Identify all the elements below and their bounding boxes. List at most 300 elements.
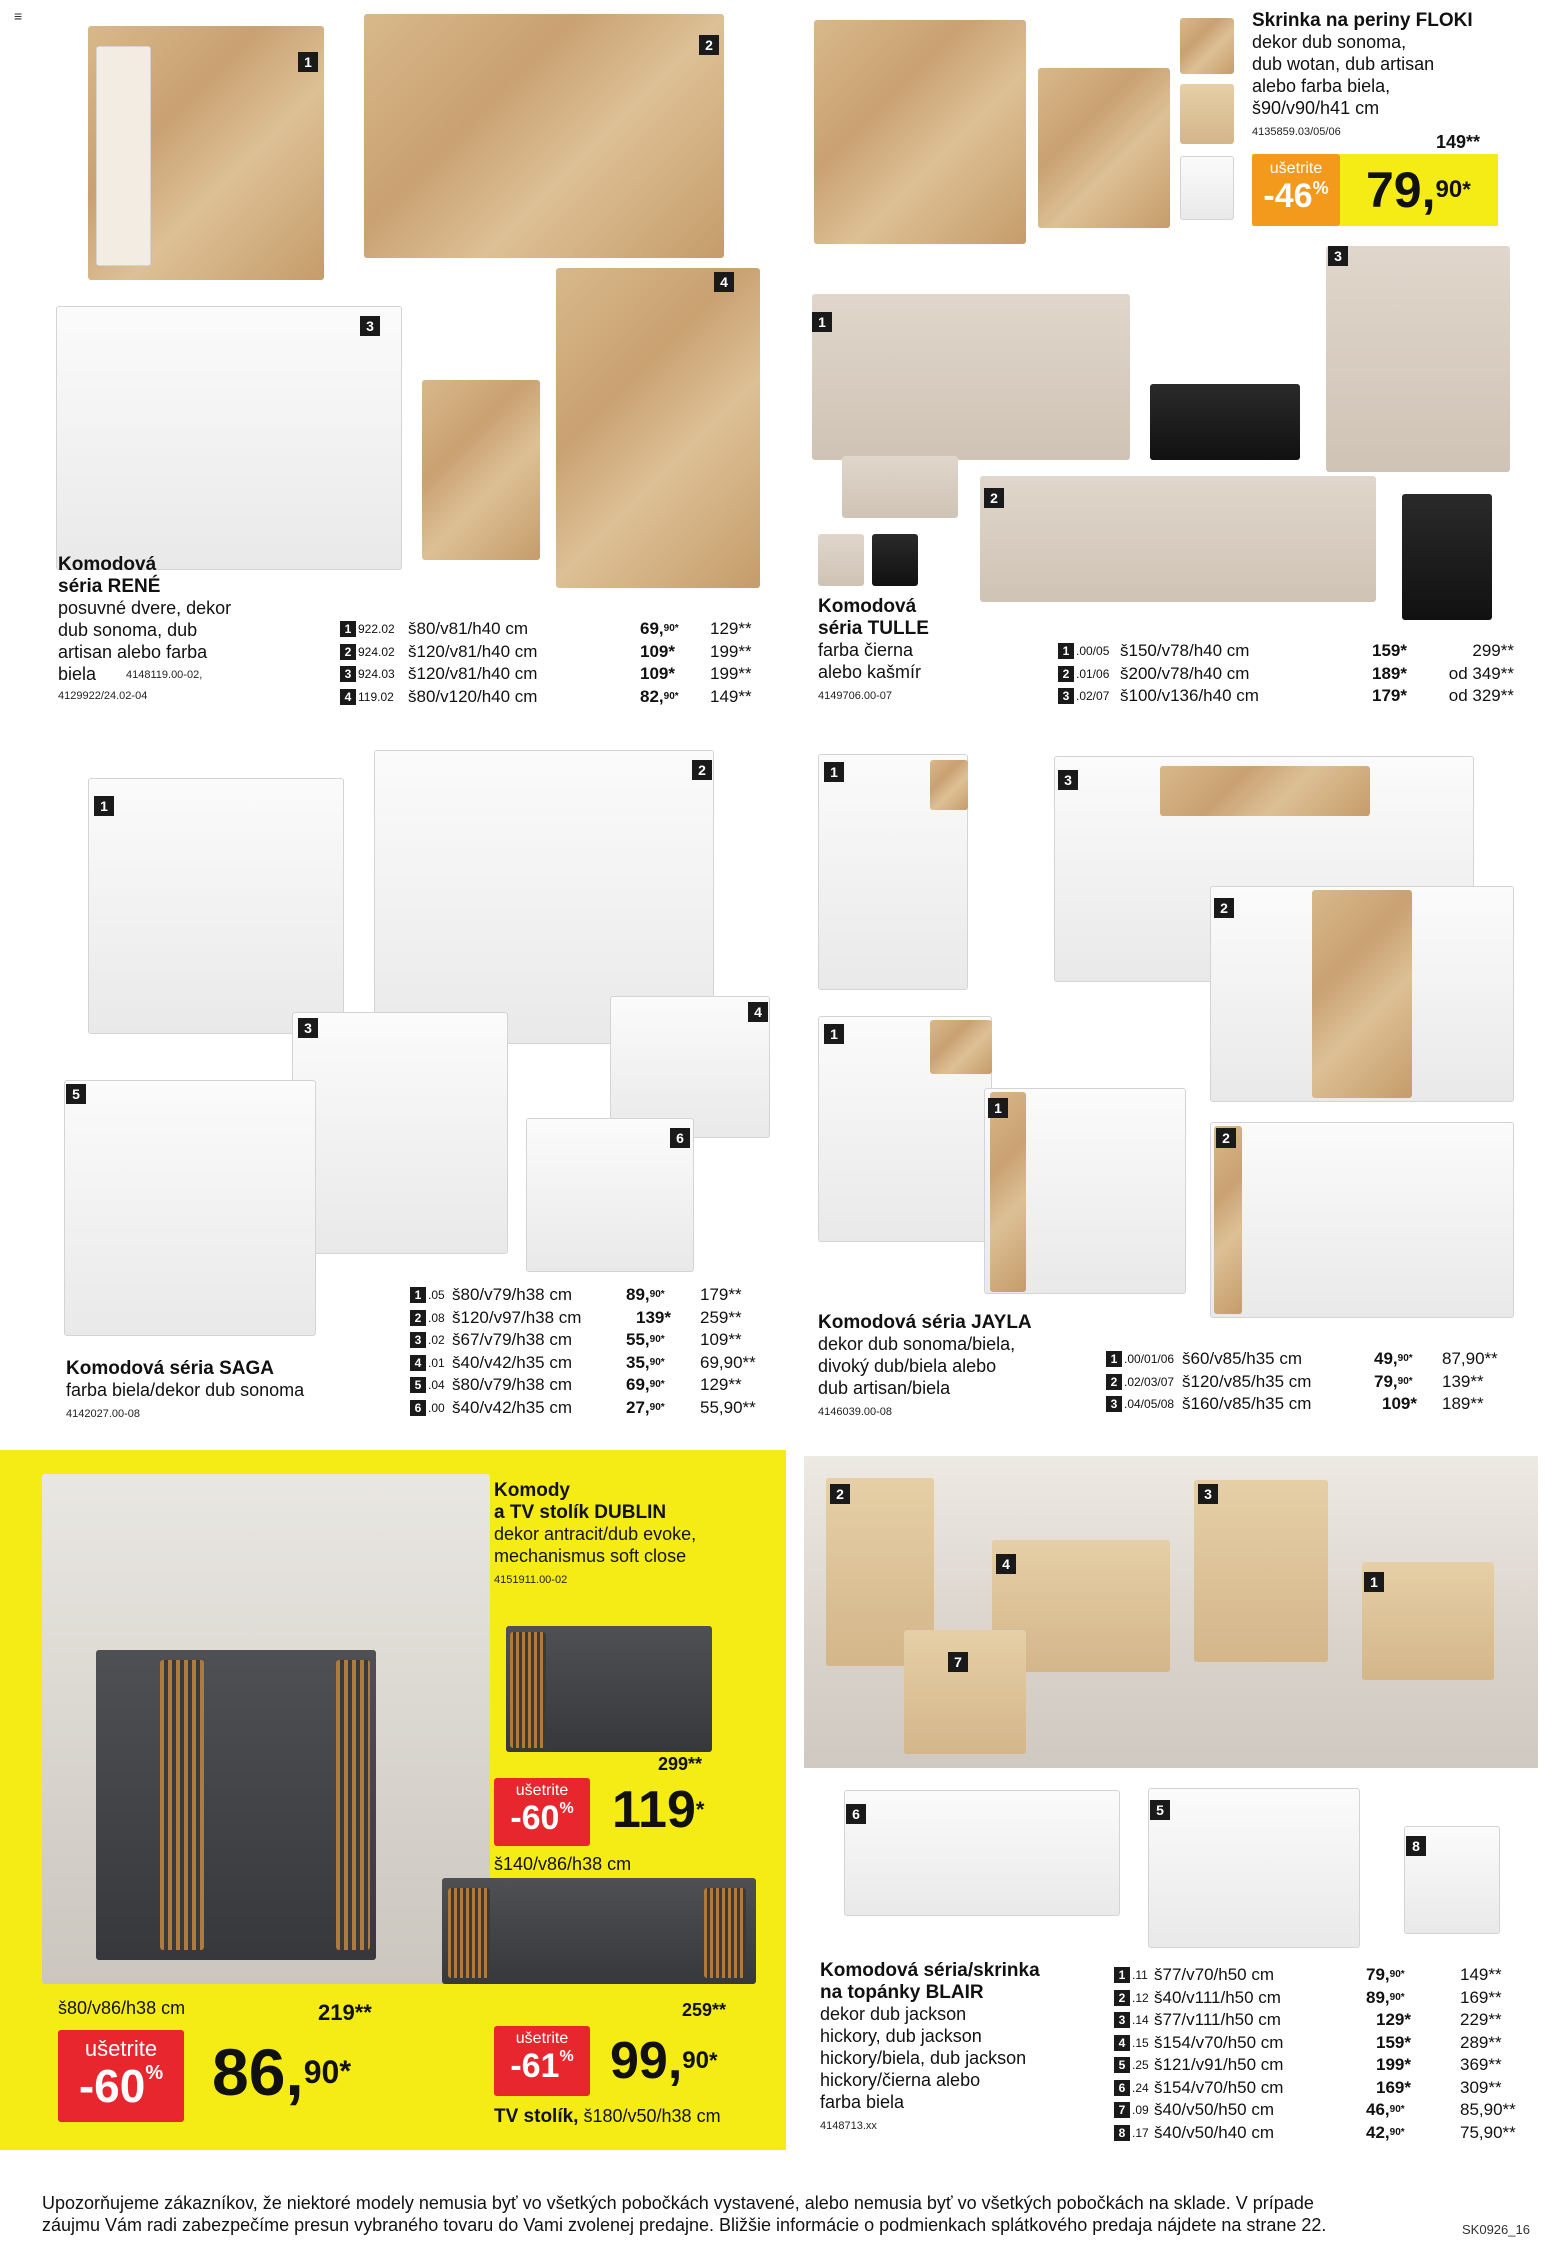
row-dims: š80/v79/h38 cm	[452, 1375, 573, 1394]
floki-swatch-white	[1180, 156, 1234, 220]
tulle-product-image-3	[1326, 246, 1510, 472]
saga-desc-1: farba biela/dekor dub sonoma	[66, 1380, 305, 1400]
row-price: 27,	[626, 1397, 650, 1417]
row-price-dec: 90	[1389, 2104, 1401, 2115]
blair-row-8: 8 .17 š40/v50/h40 cm 42,$^{90*}$ 75,90**	[1114, 2122, 1534, 2145]
tulle-row-3	[1058, 685, 1518, 708]
row-num: 7	[1114, 2102, 1130, 2118]
dublin-item3-dims: š180/v50/h38 cm	[583, 2106, 721, 2126]
saga-badge-6: 6	[670, 1128, 690, 1148]
rene-title-1: Komodová	[58, 554, 157, 575]
floki-price-dec: 90	[1435, 176, 1463, 203]
floki-code: 4135859.03/05/06	[1252, 126, 1341, 138]
floki-price-star: *	[1462, 177, 1471, 202]
rene-shelf-image	[422, 380, 540, 560]
row-num: 4	[340, 689, 356, 705]
row-code: .04	[428, 1378, 445, 1392]
dublin-item2-price	[212, 2032, 351, 2112]
row-price-dec: 90	[1389, 1991, 1401, 2003]
saga-product-image-1	[88, 778, 344, 1034]
blair-badge-2: 2	[830, 1484, 850, 1504]
dublin-item3-price-main: 99,	[610, 2032, 683, 2090]
row-old-price: 169**	[1460, 1987, 1502, 2007]
saga-row-3: 3 .02 š67/v79/h38 cm 55,$^{90*}$ 109**	[410, 1329, 770, 1352]
row-dims: š120/v85/h35 cm	[1182, 1371, 1312, 1391]
rene-shelf-inset	[96, 46, 151, 266]
row-price: 42,	[1366, 2122, 1390, 2142]
row-price-dec: 90	[1397, 1375, 1409, 1387]
jayla-badge-3: 3	[1058, 770, 1078, 790]
saga-title: Komodová séria SAGA	[66, 1358, 274, 1379]
row-num: 1	[1114, 1967, 1130, 1983]
floki-save-pct: %	[1312, 178, 1329, 198]
saga-product-image-4	[610, 996, 770, 1138]
rene-row-2	[340, 641, 760, 664]
row-num: 2	[1058, 666, 1074, 682]
blair-item-6-image	[844, 1790, 1120, 1916]
saga-badge-5: 5	[66, 1084, 86, 1104]
row-dims: š200/v78/h40 cm	[1120, 663, 1250, 683]
row-old-price: 229**	[1460, 2010, 1502, 2029]
rene-badge-1: 1	[298, 52, 318, 72]
dublin-slat-left	[160, 1660, 204, 1950]
tulle-title-1: Komodová	[818, 596, 917, 617]
floki-save-label: ušetrite	[1269, 160, 1323, 177]
blair-row-5	[1114, 2054, 1534, 2077]
row-price: 55,	[626, 1330, 650, 1349]
floki-price	[1366, 162, 1471, 218]
row-code: .05	[428, 1288, 445, 1302]
row-num: 5	[410, 1377, 426, 1393]
row-old-price: 289**	[1460, 2032, 1502, 2052]
row-code: 924.03	[358, 667, 395, 681]
row-code: 922.02	[358, 622, 395, 636]
row-code: .02/07	[1076, 689, 1110, 703]
row-num: 3	[1106, 1396, 1122, 1412]
row-dims: š121/v91/h50 cm	[1154, 2055, 1284, 2074]
row-dims: š67/v79/h38 cm	[452, 1330, 573, 1349]
blair-row-2: 2 .12 š40/v111/h50 cm 89,$^{90*}$ 169**	[1114, 1987, 1534, 2010]
row-old-price: 55,90**	[700, 1397, 756, 1417]
row-code: 119.02	[358, 689, 394, 704]
row-dims: š154/v70/h50 cm	[1154, 2032, 1284, 2052]
footer-note-line-2: záujmu Vám radi zabezpečíme presun vybraného tovaru do Vami zvolenej predajne. Bližšie informácie o podmienkach splátkového predaja nájdete na strane 22.	[42, 2215, 1327, 2235]
jayla-top-strip	[1160, 766, 1370, 816]
row-code: .15	[1132, 2035, 1149, 2050]
rene-code-2: 4129922/24.02-04	[58, 690, 148, 702]
row-dims: š60/v85/h35 cm	[1182, 1349, 1303, 1368]
row-code: .01	[428, 1355, 445, 1370]
dublin-item1-save-value: -60	[510, 1799, 560, 1837]
blair-item-5-image	[1148, 1788, 1360, 1948]
row-num: 2	[410, 1310, 426, 1326]
row-price-dec: 90	[1389, 1969, 1401, 1980]
dublin-title-1: Komody	[494, 1480, 570, 1501]
row-old-price: 129**	[710, 619, 752, 638]
row-old-price: 75,90**	[1460, 2122, 1516, 2142]
blair-badge-6: 6	[846, 1804, 866, 1824]
row-dims: š77/v70/h50 cm	[1154, 1965, 1275, 1984]
row-old-price: 259**	[700, 1307, 742, 1327]
floki-title: Skrinka na periny FLOKI	[1252, 10, 1473, 31]
row-old-price: 109**	[700, 1330, 742, 1349]
dublin-item2-price-star: *	[339, 2055, 352, 2088]
row-price: 109*	[640, 641, 675, 661]
row-price: 79,	[1366, 1965, 1390, 1984]
blair-badge-3: 3	[1198, 1484, 1218, 1504]
dublin-item1-save-label: ušetrite	[515, 1782, 569, 1799]
rene-title-2: séria RENÉ	[58, 576, 161, 597]
tulle-desc-2: alebo kašmír	[818, 662, 922, 682]
dublin-item1-old-price: 299**	[658, 1754, 703, 1774]
dublin-item3-save-pct: %	[559, 2048, 574, 2065]
row-old-price: od 329**	[1448, 686, 1514, 705]
floki-save-value: -46	[1263, 177, 1313, 215]
jayla-row-2: 2 .02/03/07 š120/v85/h35 cm 79,$^{90*}$ 139**	[1106, 1371, 1526, 1394]
row-price-dec: 90	[649, 1356, 661, 1368]
dublin-item2-save-value: -60	[78, 2060, 146, 2112]
dublin-item1-dims: š140/v86/h38 cm	[494, 1854, 632, 1874]
row-num: 1	[1058, 643, 1074, 659]
blair-badge-1: 1	[1364, 1572, 1384, 1592]
footer-note-line-1: Upozorňujeme zákazníkov, že niektoré modely nemusia byť vo všetkých pobočkách vystavené, alebo nemusia byť vo všetkých pobočkách na sklade. V prípade	[42, 2193, 1314, 2213]
rene-row-3	[340, 663, 760, 686]
dublin-item1-price-main: 119	[612, 1781, 696, 1839]
blair-badge-4: 4	[996, 1554, 1016, 1574]
dublin-item3-price-dec: 90	[682, 2047, 709, 2074]
jayla-badge-2b: 2	[1216, 1128, 1236, 1148]
blair-desc-5: farba biela	[820, 2092, 905, 2112]
row-price: 189*	[1372, 663, 1407, 683]
row-old-price: 179**	[700, 1285, 742, 1304]
saga-product-image-6	[526, 1118, 694, 1272]
row-dims: š80/v79/h38 cm	[452, 1285, 573, 1304]
row-dims: š40/v50/h50 cm	[1154, 2100, 1275, 2119]
dublin-sideboard-main	[96, 1650, 376, 1960]
floki-save-badge	[1252, 154, 1340, 226]
tulle-swatch-kasmir	[818, 534, 864, 586]
row-num: 3	[1058, 688, 1074, 704]
dublin-item1-price-star: *	[695, 1797, 705, 1822]
jayla-center-drawers	[1312, 890, 1412, 1098]
saga-row-4: 4 .01 š40/v42/h35 cm 35,$^{90*}$ 69,90**	[410, 1352, 770, 1375]
row-code: .25	[1132, 2058, 1149, 2072]
row-dims: š40/v42/h35 cm	[452, 1397, 573, 1417]
dublin-item3-slats-r	[704, 1888, 746, 1978]
tulle-black-tall-image	[1402, 494, 1492, 620]
row-price-dec: 90	[649, 1289, 661, 1300]
row-code: .00	[428, 1400, 445, 1415]
tulle-swatch-black	[872, 534, 918, 586]
row-price: 69,	[626, 1375, 650, 1394]
dublin-slat-right	[336, 1660, 370, 1950]
blair-item-3-image	[1194, 1480, 1328, 1662]
row-price: 129*	[1376, 2010, 1411, 2029]
row-old-price: 87,90**	[1442, 1349, 1498, 1368]
row-code: .04/05/08	[1124, 1397, 1175, 1411]
blair-price-table	[1114, 1964, 1534, 2144]
tulle-badge-3: 3	[1328, 246, 1348, 266]
row-price-dec: 90	[663, 690, 675, 702]
row-price: 159*	[1372, 641, 1407, 660]
rene-product-image-2	[364, 14, 724, 258]
dublin-title-2: a TV stolík DUBLIN	[494, 1502, 667, 1523]
floki-desc-3: alebo farba biela,	[1252, 76, 1391, 96]
jayla-oak-frame	[1214, 1126, 1242, 1314]
row-price: 109*	[640, 664, 675, 683]
row-code: 924.02	[358, 644, 395, 659]
row-code: .02/03/07	[1124, 1374, 1175, 1389]
row-num: 4	[410, 1355, 426, 1371]
dublin-item2-save-pct: %	[145, 2062, 164, 2084]
row-dims: š80/v120/h40 cm	[408, 686, 538, 706]
saga-row-1: 1 .05 š80/v79/h38 cm 89,$^{90*}$ 179**	[410, 1284, 770, 1307]
row-num: 2	[340, 644, 356, 660]
jayla-oak-sides	[990, 1092, 1026, 1292]
jayla-price-table	[1106, 1348, 1526, 1416]
tulle-black-open-image	[1150, 384, 1300, 460]
row-price: 35,	[626, 1352, 650, 1372]
rene-row-1: 1 922.02 š80/v81/h40 cm 69,$^{90*}$ 129**	[340, 618, 760, 641]
floki-product-image-main	[814, 20, 1026, 244]
row-num: 1	[340, 621, 356, 637]
tulle-open-beige-image	[842, 456, 958, 518]
row-num: 3	[1114, 2012, 1130, 2028]
rene-desc-2: dub sonoma, dub	[58, 620, 198, 640]
floki-product-image-open	[1038, 68, 1170, 228]
row-old-price: 309**	[1460, 2077, 1502, 2097]
saga-row-5: 5 .04 š80/v79/h38 cm 69,$^{90*}$ 129**	[410, 1374, 770, 1397]
row-code: .24	[1132, 2080, 1149, 2095]
row-dims: š154/v70/h50 cm	[1154, 2077, 1284, 2097]
blair-desc-1: dekor dub jackson	[820, 2004, 967, 2024]
row-code: .14	[1132, 2013, 1149, 2027]
saga-badge-2: 2	[692, 760, 712, 780]
saga-product-image-3	[292, 1012, 508, 1254]
dublin-item2-save	[58, 2030, 184, 2122]
blair-row-3	[1114, 2009, 1534, 2032]
row-price: 89,	[626, 1285, 650, 1304]
page-code: SK0926_16	[1462, 2222, 1530, 2237]
dublin-desc-2: mechanismus soft close	[494, 1546, 687, 1566]
jayla-drawer-oak-b	[930, 1020, 992, 1074]
row-code: .09	[1132, 2103, 1149, 2117]
row-price: 89,	[1366, 1987, 1390, 2007]
row-price: 199*	[1376, 2055, 1411, 2074]
row-old-price: 139**	[1442, 1371, 1484, 1391]
row-price-dec: 90	[649, 1401, 661, 1413]
row-num: 5	[1114, 2057, 1130, 2073]
blair-row-4	[1114, 2032, 1534, 2055]
dublin-item1-save-pct: %	[559, 1800, 574, 1817]
blair-desc-2: hickory, dub jackson	[820, 2026, 982, 2046]
row-price: 46,	[1366, 2100, 1390, 2119]
jayla-badge-1: 1	[824, 762, 844, 782]
row-dims: š150/v78/h40 cm	[1120, 641, 1250, 660]
dublin-item3-old-price: 259**	[682, 2000, 727, 2020]
tulle-row-2	[1058, 663, 1518, 686]
row-code: .00/05	[1076, 644, 1110, 658]
jayla-desc-1: dekor dub sonoma/biela,	[818, 1334, 1016, 1354]
floki-price-main: 79,	[1366, 162, 1436, 218]
dublin-item2-price-dec: 90	[303, 2054, 340, 2090]
row-dims: š40/v42/h35 cm	[452, 1352, 573, 1372]
dublin-item3-line	[494, 2106, 721, 2127]
dublin-item3-price-star: *	[709, 2048, 718, 2073]
row-code: .01/06	[1076, 666, 1110, 681]
rene-row-4: 4 119.02 š80/v120/h40 cm 82,$^{90*}$ 149**	[340, 686, 760, 709]
dublin-code: 4151911.00-02	[494, 1574, 568, 1586]
blair-badge-7: 7	[948, 1652, 968, 1672]
rene-product-image-4	[556, 268, 760, 588]
rene-desc-3: artisan alebo farba	[58, 642, 208, 662]
tulle-badge-2: 2	[984, 488, 1004, 508]
saga-product-image-5	[64, 1080, 316, 1336]
row-old-price: 199**	[710, 641, 752, 661]
dublin-desc-1: dekor antracit/dub evoke,	[494, 1524, 697, 1544]
row-price: 109*	[1382, 1394, 1417, 1413]
jayla-row-3	[1106, 1393, 1526, 1416]
dublin-item1-price	[612, 1780, 704, 1840]
row-old-price: 85,90**	[1460, 2100, 1516, 2119]
row-code: .12	[1132, 1990, 1149, 2005]
row-dims: š120/v81/h40 cm	[408, 641, 538, 661]
rene-desc-1: posuvné dvere, dekor	[58, 598, 232, 618]
row-dims: š120/v97/h38 cm	[452, 1307, 582, 1327]
row-old-price: 299**	[1472, 641, 1514, 660]
row-price: 82,	[640, 686, 664, 706]
row-dims: š40/v111/h50 cm	[1154, 1987, 1281, 2007]
rene-desc-4: biela	[58, 664, 97, 684]
blair-badge-5: 5	[1150, 1800, 1170, 1820]
blair-item-7-image	[904, 1630, 1026, 1754]
row-price: 79,	[1374, 1371, 1398, 1391]
jayla-badge-1c: 1	[988, 1098, 1008, 1118]
floki-desc-4: š90/v90/h41 cm	[1252, 98, 1380, 118]
row-old-price: 69,90**	[700, 1352, 756, 1372]
tulle-product-image-2	[980, 476, 1376, 602]
tulle-title-2: séria TULLE	[818, 618, 929, 639]
blair-row-7: 7 .09 š40/v50/h50 cm 46,$^{90*}$ 85,90**	[1114, 2099, 1534, 2122]
jayla-desc-2: divoký dub/biela alebo	[818, 1356, 997, 1376]
floki-desc-1: dekor dub sonoma,	[1252, 32, 1407, 52]
saga-badge-3: 3	[298, 1018, 318, 1038]
blair-desc-3: hickory/biela, dub jackson	[820, 2048, 1027, 2068]
rene-badge-4: 4	[714, 272, 734, 292]
dublin-item2-price-main: 86,	[212, 2035, 304, 2109]
dublin-item1-slats	[510, 1632, 546, 1748]
row-price: 169*	[1376, 2077, 1411, 2097]
row-old-price: 189**	[1442, 1394, 1484, 1413]
rene-product-image-3	[56, 306, 402, 570]
dublin-item3-label: TV stolík,	[494, 2106, 579, 2127]
blair-title-2: na topánky BLAIR	[820, 1982, 984, 2003]
row-dims: š120/v81/h40 cm	[408, 664, 538, 683]
tulle-desc-1: farba čierna	[818, 640, 914, 660]
tulle-price-table	[1058, 640, 1518, 708]
row-num: 1	[1106, 1351, 1122, 1367]
row-num: 3	[340, 666, 356, 682]
rene-code-inline: 4148119.00-02,	[126, 669, 203, 681]
row-code: .17	[1132, 2125, 1149, 2140]
blair-row-6	[1114, 2077, 1534, 2100]
row-price: 69,	[640, 619, 664, 638]
row-code: .00/01/06	[1124, 1352, 1175, 1366]
saga-badge-4: 4	[748, 1002, 768, 1022]
dublin-item3-save-label: ušetrite	[515, 2030, 569, 2047]
row-dims: š80/v81/h40 cm	[408, 619, 529, 638]
jayla-product-image-2b	[1210, 1122, 1514, 1318]
row-price-dec: 90	[1389, 2126, 1401, 2138]
row-old-price: 129**	[700, 1375, 742, 1394]
row-price-dec: 90	[663, 623, 675, 634]
floki-swatch-sonoma	[1180, 18, 1234, 74]
dublin-item2-save-label: ušetrite	[84, 2036, 158, 2061]
row-price: 49,	[1374, 1349, 1398, 1368]
floki-desc-2: dub wotan, dub artisan	[1252, 54, 1435, 74]
row-num: 6	[410, 1400, 426, 1416]
row-dims: š100/v136/h40 cm	[1120, 686, 1259, 705]
jayla-code: 4146039.00-08	[818, 1406, 893, 1418]
rene-price-table	[340, 618, 760, 708]
row-num: 1	[410, 1287, 426, 1303]
dublin-item1-save	[494, 1778, 590, 1846]
row-price-dec: 90	[1397, 1353, 1409, 1364]
jayla-title: Komodová séria JAYLA	[818, 1312, 1032, 1333]
row-code: .08	[428, 1310, 445, 1325]
row-price: 139*	[636, 1307, 671, 1327]
tulle-row-1	[1058, 640, 1518, 663]
row-num: 4	[1114, 2035, 1130, 2051]
saga-badge-1: 1	[94, 796, 114, 816]
row-code: .02	[428, 1333, 445, 1347]
rene-badge-2: 2	[699, 35, 719, 55]
row-old-price: 369**	[1460, 2055, 1502, 2074]
saga-code: 4142027.00-08	[66, 1408, 141, 1420]
rene-badge-3: 3	[360, 316, 380, 336]
floki-old-price: 149**	[1436, 132, 1481, 152]
row-old-price: 149**	[710, 686, 752, 706]
blair-row-1: 1 .11 š77/v70/h50 cm 79,$^{90*}$ 149**	[1114, 1964, 1534, 1987]
row-old-price: 199**	[710, 664, 752, 683]
row-price-dec: 90	[649, 1334, 661, 1345]
dublin-item3-slats-l	[448, 1888, 490, 1978]
dublin-item2-old-price: 219**	[318, 2000, 372, 2025]
saga-row-2	[410, 1307, 770, 1330]
row-price-dec: 90	[649, 1379, 661, 1390]
row-old-price: od 349**	[1448, 663, 1514, 683]
jayla-drawer-oak	[930, 760, 968, 810]
dublin-item3-save-value: -61	[510, 2047, 560, 2085]
jayla-desc-3: dub artisan/biela	[818, 1378, 951, 1398]
saga-row-6: 6 .00 š40/v42/h35 cm 27,$^{90*}$ 55,90**	[410, 1397, 770, 1420]
tulle-product-image-1	[812, 294, 1130, 460]
blair-badge-8: 8	[1406, 1836, 1426, 1856]
jayla-row-1: 1 .00/01/06 š60/v85/h35 cm 49,$^{90*}$ 87,90**	[1106, 1348, 1526, 1371]
header-marker: ≡	[14, 8, 23, 24]
row-num: 3	[410, 1332, 426, 1348]
blair-title-1: Komodová séria/skrinka	[820, 1960, 1040, 1981]
row-price: 179*	[1372, 686, 1407, 705]
row-num: 6	[1114, 2080, 1130, 2096]
row-price: 159*	[1376, 2032, 1411, 2052]
tulle-code: 4149706.00-07	[818, 690, 893, 702]
row-code: .11	[1132, 1968, 1148, 1982]
dublin-item3-price	[610, 2030, 718, 2092]
jayla-badge-1b: 1	[824, 1024, 844, 1044]
row-num: 8	[1114, 2125, 1130, 2141]
blair-desc-4: hickory/čierna alebo	[820, 2070, 981, 2090]
